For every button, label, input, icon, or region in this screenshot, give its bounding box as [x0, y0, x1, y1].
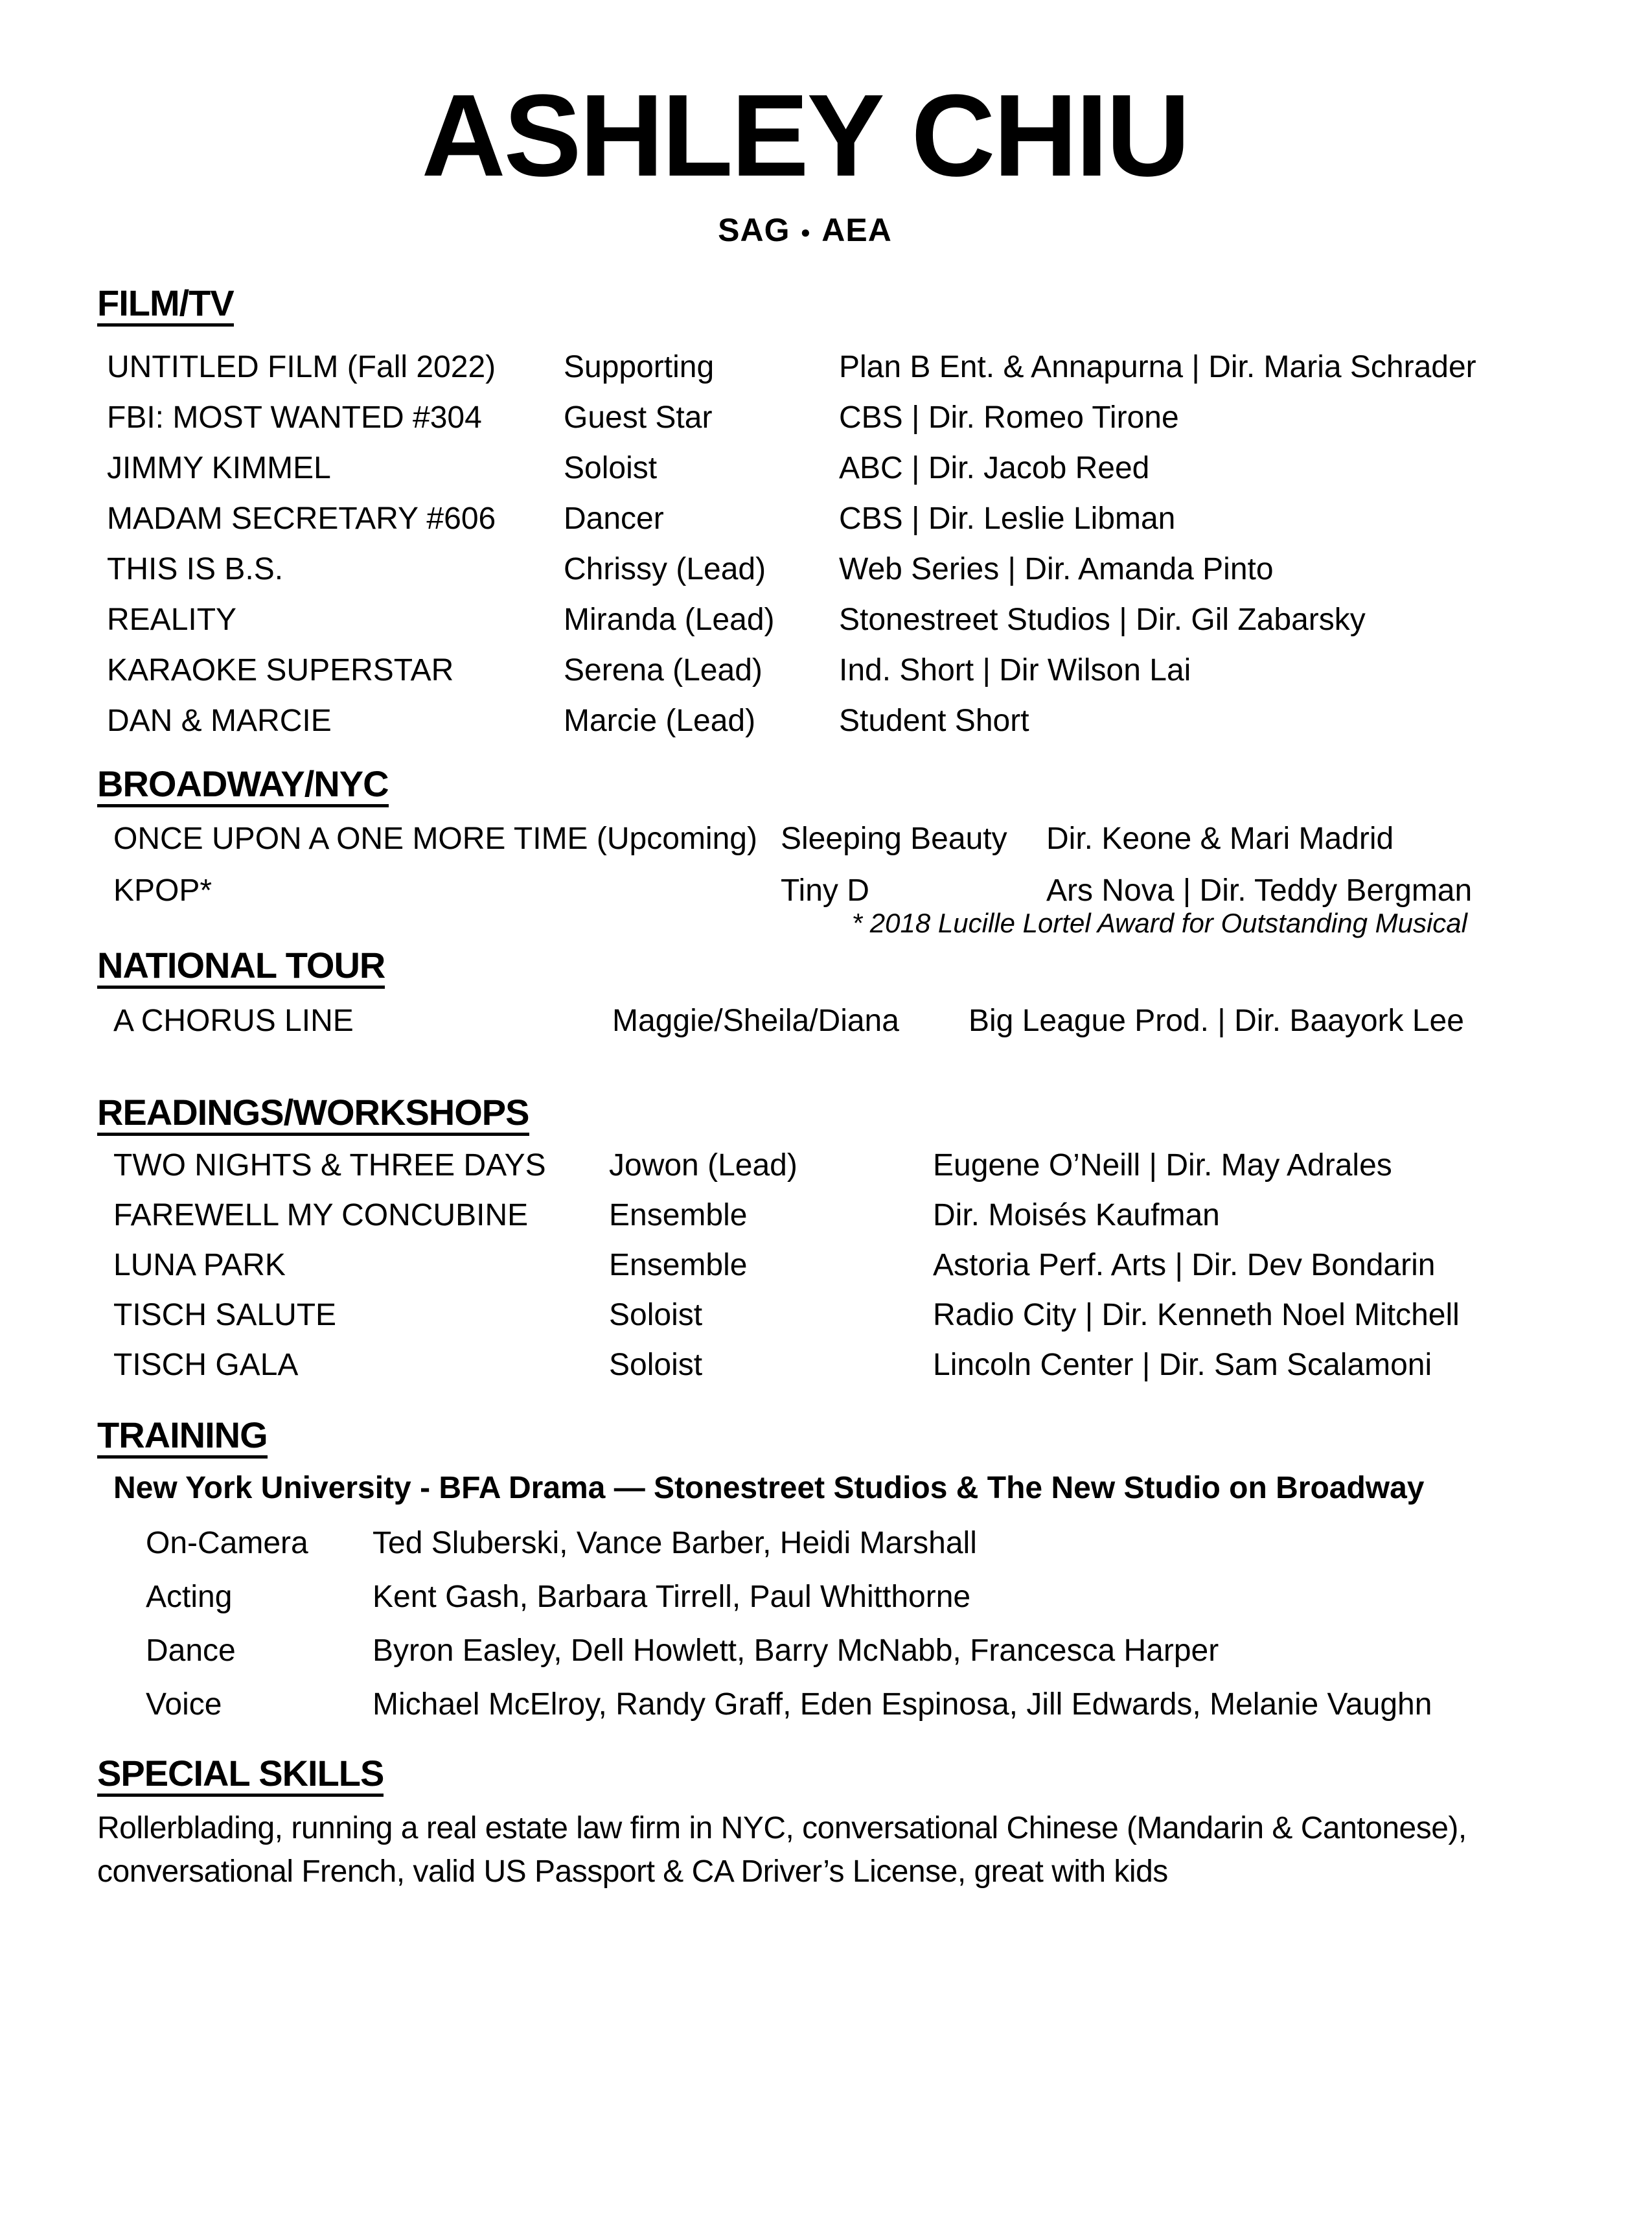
credit-title: FBI: MOST WANTED #304 [107, 400, 482, 435]
training-teachers: Ted Sluberski, Vance Barber, Heidi Marshall [373, 1526, 977, 1560]
section-heading-text: NATIONAL TOUR [97, 947, 385, 989]
section-heading-text: READINGS/WORKSHOPS [97, 1094, 529, 1136]
credit-row [107, 655, 1513, 686]
readings-table [97, 1150, 1513, 1381]
credit-title: KARAOKE SUPERSTAR [107, 653, 454, 687]
film-tv-table [97, 352, 1513, 737]
credit-role: Chrissy (Lead) [564, 552, 766, 586]
credit-title: FAREWELL MY CONCUBINE [113, 1198, 529, 1232]
credit-role: Miranda (Lead) [564, 603, 775, 637]
credit-row [113, 1300, 1513, 1331]
credit-company: Radio City | Dir. Kenneth Noel Mitchell [933, 1298, 1460, 1332]
credit-row [113, 1150, 1513, 1181]
broadway-table [97, 824, 1513, 906]
credit-company: Dir. Keone & Mari Madrid [1046, 822, 1394, 856]
credit-company: Dir. Moisés Kaufman [933, 1198, 1220, 1232]
training-row [146, 1528, 1513, 1559]
credit-role: Serena (Lead) [564, 653, 763, 687]
union-aea: AEA [821, 212, 892, 248]
training-teachers: Michael McElroy, Randy Graff, Eden Espinosa, Jill Edwards, Melanie Vaughn [373, 1687, 1432, 1722]
section-heading-text: SPECIAL SKILLS [97, 1755, 384, 1797]
credit-row [107, 402, 1513, 433]
training-category-label: Acting [146, 1580, 233, 1614]
credit-row [113, 1006, 1513, 1037]
section-heading-film-tv [97, 285, 1513, 327]
training-row [146, 1689, 1513, 1720]
training-teachers: Kent Gash, Barbara Tirrell, Paul Whitthorne [373, 1580, 971, 1614]
credit-company: CBS | Dir. Romeo Tirone [839, 400, 1179, 435]
credit-company: ABC | Dir. Jacob Reed [839, 451, 1150, 485]
credit-company: Lincoln Center | Dir. Sam Scalamoni [933, 1348, 1432, 1382]
credit-role: Dancer [564, 502, 664, 536]
credit-company: Eugene O’Neill | Dir. May Adrales [933, 1148, 1392, 1183]
credit-title: TISCH SALUTE [113, 1298, 337, 1332]
credit-title: ONCE UPON A ONE MORE TIME (Upcoming) [113, 822, 757, 856]
credit-row [107, 453, 1513, 484]
training-row [146, 1635, 1513, 1667]
credit-title: THIS IS B.S. [107, 552, 284, 586]
credit-role: Tiny D [781, 873, 869, 908]
training-category-label: On-Camera [146, 1526, 308, 1560]
credit-row [107, 503, 1513, 535]
unions-line [97, 214, 1513, 246]
training-row [146, 1582, 1513, 1613]
credit-title: KPOP* [113, 873, 212, 908]
credit-title: LUNA PARK [113, 1248, 286, 1282]
credit-role: Soloist [564, 451, 658, 485]
credit-row [107, 352, 1513, 383]
credit-role: Ensemble [609, 1198, 748, 1232]
credit-row [113, 1350, 1513, 1381]
credit-role: Guest Star [564, 400, 713, 435]
credit-row [107, 605, 1513, 636]
bullet-separator-icon: ● [800, 222, 812, 242]
credit-company: Web Series | Dir. Amanda Pinto [839, 552, 1274, 586]
award-footnote: * 2018 Lucille Lortel Award for Outstanding Musical [851, 908, 1467, 938]
credit-title: TWO NIGHTS & THREE DAYS [113, 1148, 546, 1183]
credit-row [113, 875, 1513, 906]
section-heading-readings [97, 1094, 1513, 1136]
credit-company: Ars Nova | Dir. Teddy Bergman [1046, 873, 1473, 908]
training-table [97, 1528, 1513, 1720]
page-title: ASHLEY CHIU [421, 71, 1189, 201]
credit-role: Soloist [609, 1298, 703, 1332]
credit-title: UNTITLED FILM (Fall 2022) [107, 350, 496, 384]
credit-row [107, 554, 1513, 585]
credit-role: Sleeping Beauty [781, 822, 1007, 856]
section-heading-training [97, 1414, 1513, 1459]
credit-role: Soloist [609, 1348, 703, 1382]
credit-company: Astoria Perf. Arts | Dir. Dev Bondarin [933, 1248, 1436, 1282]
national-tour-table [97, 1006, 1513, 1037]
section-heading-special-skills [97, 1755, 1513, 1797]
credit-title: DAN & MARCIE [107, 704, 332, 738]
credit-row [113, 824, 1513, 855]
credit-company: Plan B Ent. & Annapurna | Dir. Maria Schrader [839, 350, 1476, 384]
special-skills-text: Rollerblading, running a real estate law firm in NYC, conversational Chinese (Mandarin & Cantonese), conversational French, valid US Passport & CA Driver’s License, great with kids [97, 1811, 1467, 1889]
training-category-label: Voice [146, 1687, 222, 1722]
credit-company: Ind. Short | Dir Wilson Lai [839, 653, 1191, 687]
credit-role: Marcie (Lead) [564, 704, 756, 738]
credit-role: Jowon (Lead) [609, 1148, 797, 1183]
credit-title: MADAM SECRETARY #606 [107, 502, 496, 536]
credit-company: Stonestreet Studios | Dir. Gil Zabarsky [839, 603, 1366, 637]
credit-title: REALITY [107, 603, 237, 637]
credit-title: TISCH GALA [113, 1348, 299, 1382]
credit-title: A CHORUS LINE [113, 1004, 354, 1038]
credit-row [113, 1200, 1513, 1231]
credit-title: JIMMY KIMMEL [107, 451, 331, 485]
credit-company: Big League Prod. | Dir. Baayork Lee [969, 1004, 1464, 1038]
credit-company: Student Short [839, 704, 1029, 738]
credit-role: Maggie/Sheila/Diana [612, 1004, 899, 1038]
section-heading-national-tour [97, 947, 1513, 989]
section-heading-broadway [97, 763, 1513, 807]
section-heading-text: BROADWAY/NYC [97, 766, 389, 807]
credit-row [107, 706, 1513, 737]
training-category-label: Dance [146, 1633, 236, 1668]
section-heading-text: FILM/TV [97, 285, 234, 327]
training-school: New York University - BFA Drama — Stonestreet Studios & The New Studio on Broadway [113, 1471, 1425, 1505]
credit-company: CBS | Dir. Leslie Libman [839, 502, 1176, 536]
union-sag: SAG [718, 212, 790, 248]
resume-page [0, 71, 1652, 2216]
training-teachers: Byron Easley, Dell Howlett, Barry McNabb, Francesca Harper [373, 1633, 1219, 1668]
section-heading-text: TRAINING [97, 1417, 268, 1459]
credit-role: Supporting [564, 350, 715, 384]
credit-row [113, 1250, 1513, 1281]
credit-role: Ensemble [609, 1248, 748, 1282]
